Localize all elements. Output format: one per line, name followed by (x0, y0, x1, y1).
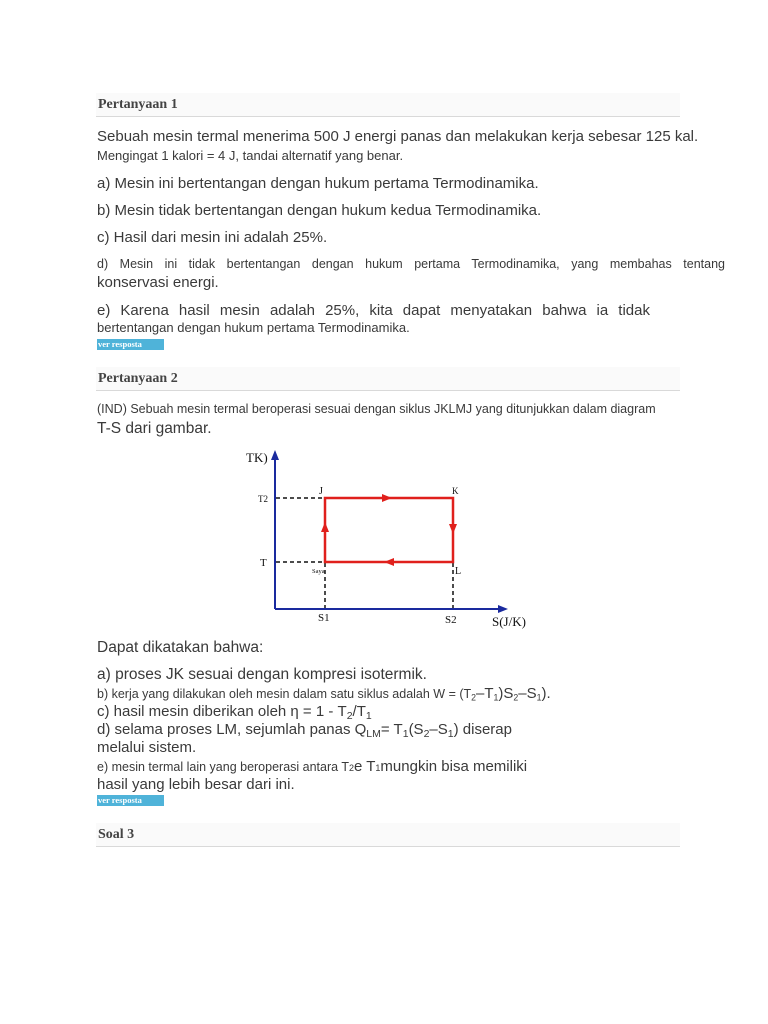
y-axis-label: TK) (246, 450, 268, 465)
label-t2: T2 (258, 494, 268, 504)
q2-option-d: d) selama proses LM, sejumlah panas $Q_{LM}= T_1(S_2-S_1)$ diserap (97, 721, 512, 741)
q1-option-e-line2: bertentangan dengan hukum pertama Termodinamika. (97, 320, 410, 335)
label-t: T (260, 557, 267, 569)
label-s2: S2 (445, 614, 457, 626)
q1-show-answer-button[interactable]: ver resposta (97, 339, 164, 350)
q2-option-c: c) hasil mesin diberikan oleh $\eta = 1 - T_2/T_1$ (97, 703, 372, 723)
ts-diagram (240, 442, 540, 632)
q2-intro-line1: (IND) Sebuah mesin termal beroperasi sesuai dengan siklus JKLMJ yang ditunjukkan dalam diagram (97, 402, 656, 416)
q1-intro-line1: Sebuah mesin termal menerima 500 J energi panas dan melakukan kerja sebesar 125 kal. (97, 128, 699, 145)
label-j: J (319, 486, 323, 497)
x-axis-arrow (498, 605, 508, 613)
label-s1: S1 (318, 612, 330, 624)
q1-option-b: b) Mesin tidak bertentangan dengan hukum kedua Termodinamika. (97, 202, 542, 219)
q1-option-c: c) Hasil dari mesin ini adalah 25%. (97, 229, 328, 246)
arrow-mj-icon (321, 522, 329, 532)
question-3-header: Soal 3 (96, 823, 680, 847)
q2-option-e-line2: hasil yang lebih besar dari ini. (97, 776, 295, 793)
q1-option-a: a) Mesin ini bertentangan dengan hukum pertama Termodinamika. (97, 175, 539, 192)
q2-option-e: e) mesin termal lain yang beroperasi antara T2e T1mungkin bisa memiliki (97, 758, 528, 775)
q2-intro-line2: T-S dari gambar. (97, 420, 212, 437)
label-l: L (455, 566, 462, 577)
q1-intro-line2: Mengingat 1 kalori = 4 J, tandai alternatif yang benar. (97, 148, 404, 163)
x-axis-label: S(J/K) (492, 614, 526, 629)
cycle-jklm (325, 498, 453, 562)
q2-option-b: b) kerja yang dilakukan oleh mesin dalam satu siklus adalah $W = (T_2-T_1)S_2-S_1$). (97, 685, 551, 703)
arrow-lm-icon (384, 558, 394, 566)
question-2-header: Pertanyaan 2 (96, 367, 680, 391)
q1-option-d-line2: konservasi energi. (97, 274, 219, 291)
q2-option-d-line2: melalui sistem. (97, 739, 197, 756)
q1-option-d-line1: d) Mesin ini tidak bertentangan dengan hukum pertama Termodinamika, yang membahas tentang (97, 257, 725, 271)
arrow-kl-icon (449, 524, 457, 534)
y-axis-arrow (271, 450, 279, 460)
q2-statement: Dapat dikatakan bahwa: (97, 639, 264, 656)
q2-option-a: a) proses JK sesuai dengan kompresi isotermik. (97, 666, 427, 683)
question-1-header: Pertanyaan 1 (96, 93, 680, 117)
label-m: Saya (312, 568, 325, 575)
q1-option-e-line1: e) Karena hasil mesin adalah 25%, kita dapat menyatakan bahwa ia tidak (97, 302, 650, 319)
arrow-jk-icon (382, 494, 392, 502)
label-k: K (452, 486, 459, 496)
q2-show-answer-button[interactable]: ver resposta (97, 795, 164, 806)
